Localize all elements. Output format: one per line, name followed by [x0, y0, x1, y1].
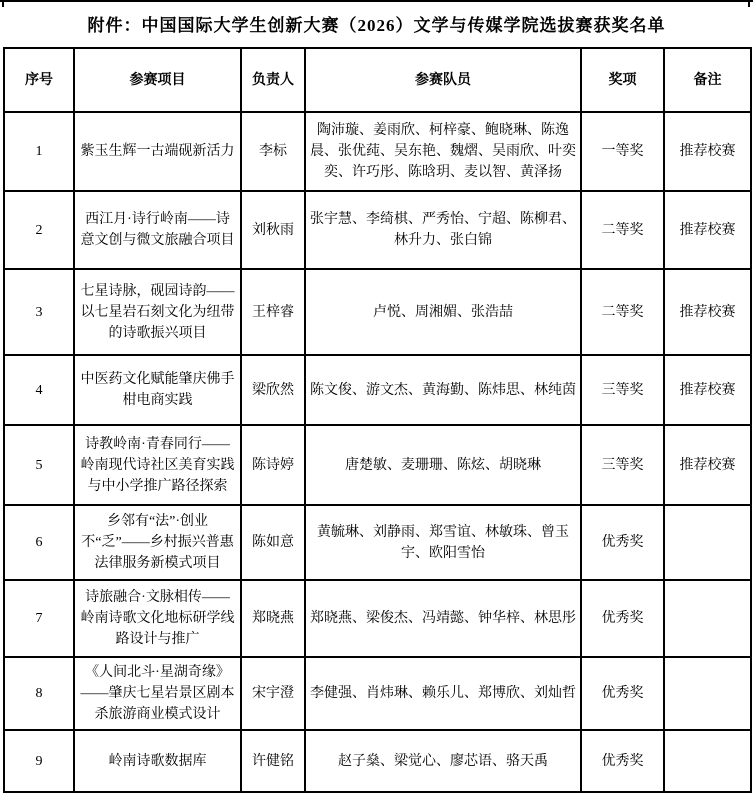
cell-leader: 许健铭 — [241, 730, 305, 792]
cell-remark: 推荐校赛 — [664, 269, 751, 355]
table-row — [4, 269, 751, 355]
cell-project: 诗教岭南·青春同行——岭南现代诗社区美育实践与中小学推广路径探索 — [74, 425, 241, 505]
cell-leader: 郑晓燕 — [241, 580, 305, 657]
title-row — [0, 0, 753, 47]
cell-leader: 王梓睿 — [241, 269, 305, 355]
cell-remark — [664, 730, 751, 792]
cell-members: 卢悦、周湘媚、张浩喆 — [305, 269, 581, 355]
cell-award: 优秀奖 — [581, 505, 664, 580]
attachment-title: 附件：中国国际大学生创新大赛（2026）文学与传媒学院选拔赛获奖名单 — [87, 16, 666, 35]
cell-members: 唐楚敏、麦珊珊、陈炫、胡晓琳 — [305, 425, 581, 505]
cell-no: 6 — [4, 505, 74, 580]
cell-members: 李健强、肖炜琳、赖乐儿、郑博欣、刘灿哲 — [305, 657, 581, 730]
top-right-border-stub — [748, 0, 750, 7]
cell-remark: 推荐校赛 — [664, 425, 751, 505]
cell-project: 中医药文化赋能肇庆佛手柑电商实践 — [74, 355, 241, 425]
cell-project: 西江月·诗行岭南——诗意文创与微文旅融合项目 — [74, 191, 241, 269]
cell-remark — [664, 505, 751, 580]
cell-no: 3 — [4, 269, 74, 355]
cell-members: 陶沛璇、姜雨欣、柯梓豪、鲍晓琳、陈逸晨、张优莼、吴东艳、魏熠、吴雨欣、叶奕奕、许巧彤、陈晗玥、麦以智、黄泽扬 — [305, 112, 581, 191]
cell-award: 二等奖 — [581, 269, 664, 355]
cell-leader: 陈如意 — [241, 505, 305, 580]
cell-award: 三等奖 — [581, 355, 664, 425]
cell-remark: 推荐校赛 — [664, 112, 751, 191]
cell-award: 二等奖 — [581, 191, 664, 269]
cell-no: 1 — [4, 112, 74, 191]
cell-award: 一等奖 — [581, 112, 664, 191]
col-header-leader: 负责人 — [241, 48, 305, 112]
cell-members: 张宇慧、李绮棋、严秀怡、宁超、陈柳君、林升力、张白锦 — [305, 191, 581, 269]
cell-remark: 推荐校赛 — [664, 355, 751, 425]
cell-leader: 陈诗婷 — [241, 425, 305, 505]
table-row — [4, 112, 751, 191]
top-divider — [0, 0, 753, 2]
col-header-members: 参赛队员 — [305, 48, 581, 112]
cell-leader: 刘秋雨 — [241, 191, 305, 269]
header-row — [4, 48, 751, 112]
col-header-no: 序号 — [4, 48, 74, 112]
cell-members: 陈文俊、游文杰、黄海勤、陈炜思、林纯茵 — [305, 355, 581, 425]
cell-award: 优秀奖 — [581, 657, 664, 730]
col-header-remark: 备注 — [664, 48, 751, 112]
cell-project: 乡邻有“法”·创业不“乏”——乡村振兴普惠法律服务新模式项目 — [74, 505, 241, 580]
cell-project: 岭南诗歌数据库 — [74, 730, 241, 792]
table-row — [4, 505, 751, 580]
awards-table — [3, 47, 752, 793]
cell-remark — [664, 580, 751, 657]
col-header-project: 参赛项目 — [74, 48, 241, 112]
cell-remark — [664, 657, 751, 730]
cell-award: 优秀奖 — [581, 580, 664, 657]
cell-leader: 李标 — [241, 112, 305, 191]
cell-remark: 推荐校赛 — [664, 191, 751, 269]
table-row — [4, 425, 751, 505]
col-header-award: 奖项 — [581, 48, 664, 112]
table-row — [4, 191, 751, 269]
top-left-border-stub — [2, 0, 4, 7]
cell-project: 诗旅融合·文脉相传——岭南诗歌文化地标研学线路设计与推广 — [74, 580, 241, 657]
cell-no: 7 — [4, 580, 74, 657]
table-row — [4, 730, 751, 792]
cell-project: 七星诗脉，砚园诗韵——以七星岩石刻文化为纽带的诗歌振兴项目 — [74, 269, 241, 355]
cell-members: 黄毓琳、刘静雨、郑雪谊、林敏珠、曾玉宇、欧阳雪怡 — [305, 505, 581, 580]
cell-leader: 宋宇澄 — [241, 657, 305, 730]
cell-award: 三等奖 — [581, 425, 664, 505]
cell-members: 赵子燊、梁觉心、廖芯语、骆天禹 — [305, 730, 581, 792]
table-row — [4, 657, 751, 730]
table-row — [4, 580, 751, 657]
cell-members: 郑晓燕、梁俊杰、冯靖懿、钟华梓、林思彤 — [305, 580, 581, 657]
cell-no: 2 — [4, 191, 74, 269]
cell-project: 紫玉生辉一古端砚新活力 — [74, 112, 241, 191]
cell-no: 4 — [4, 355, 74, 425]
table-row — [4, 355, 751, 425]
cell-leader: 梁欣然 — [241, 355, 305, 425]
cell-no: 9 — [4, 730, 74, 792]
cell-no: 8 — [4, 657, 74, 730]
cell-no: 5 — [4, 425, 74, 505]
cell-award: 优秀奖 — [581, 730, 664, 792]
cell-project: 《人间北斗·星湖奇缘》——肇庆七星岩景区剧本杀旅游商业模式设计 — [74, 657, 241, 730]
